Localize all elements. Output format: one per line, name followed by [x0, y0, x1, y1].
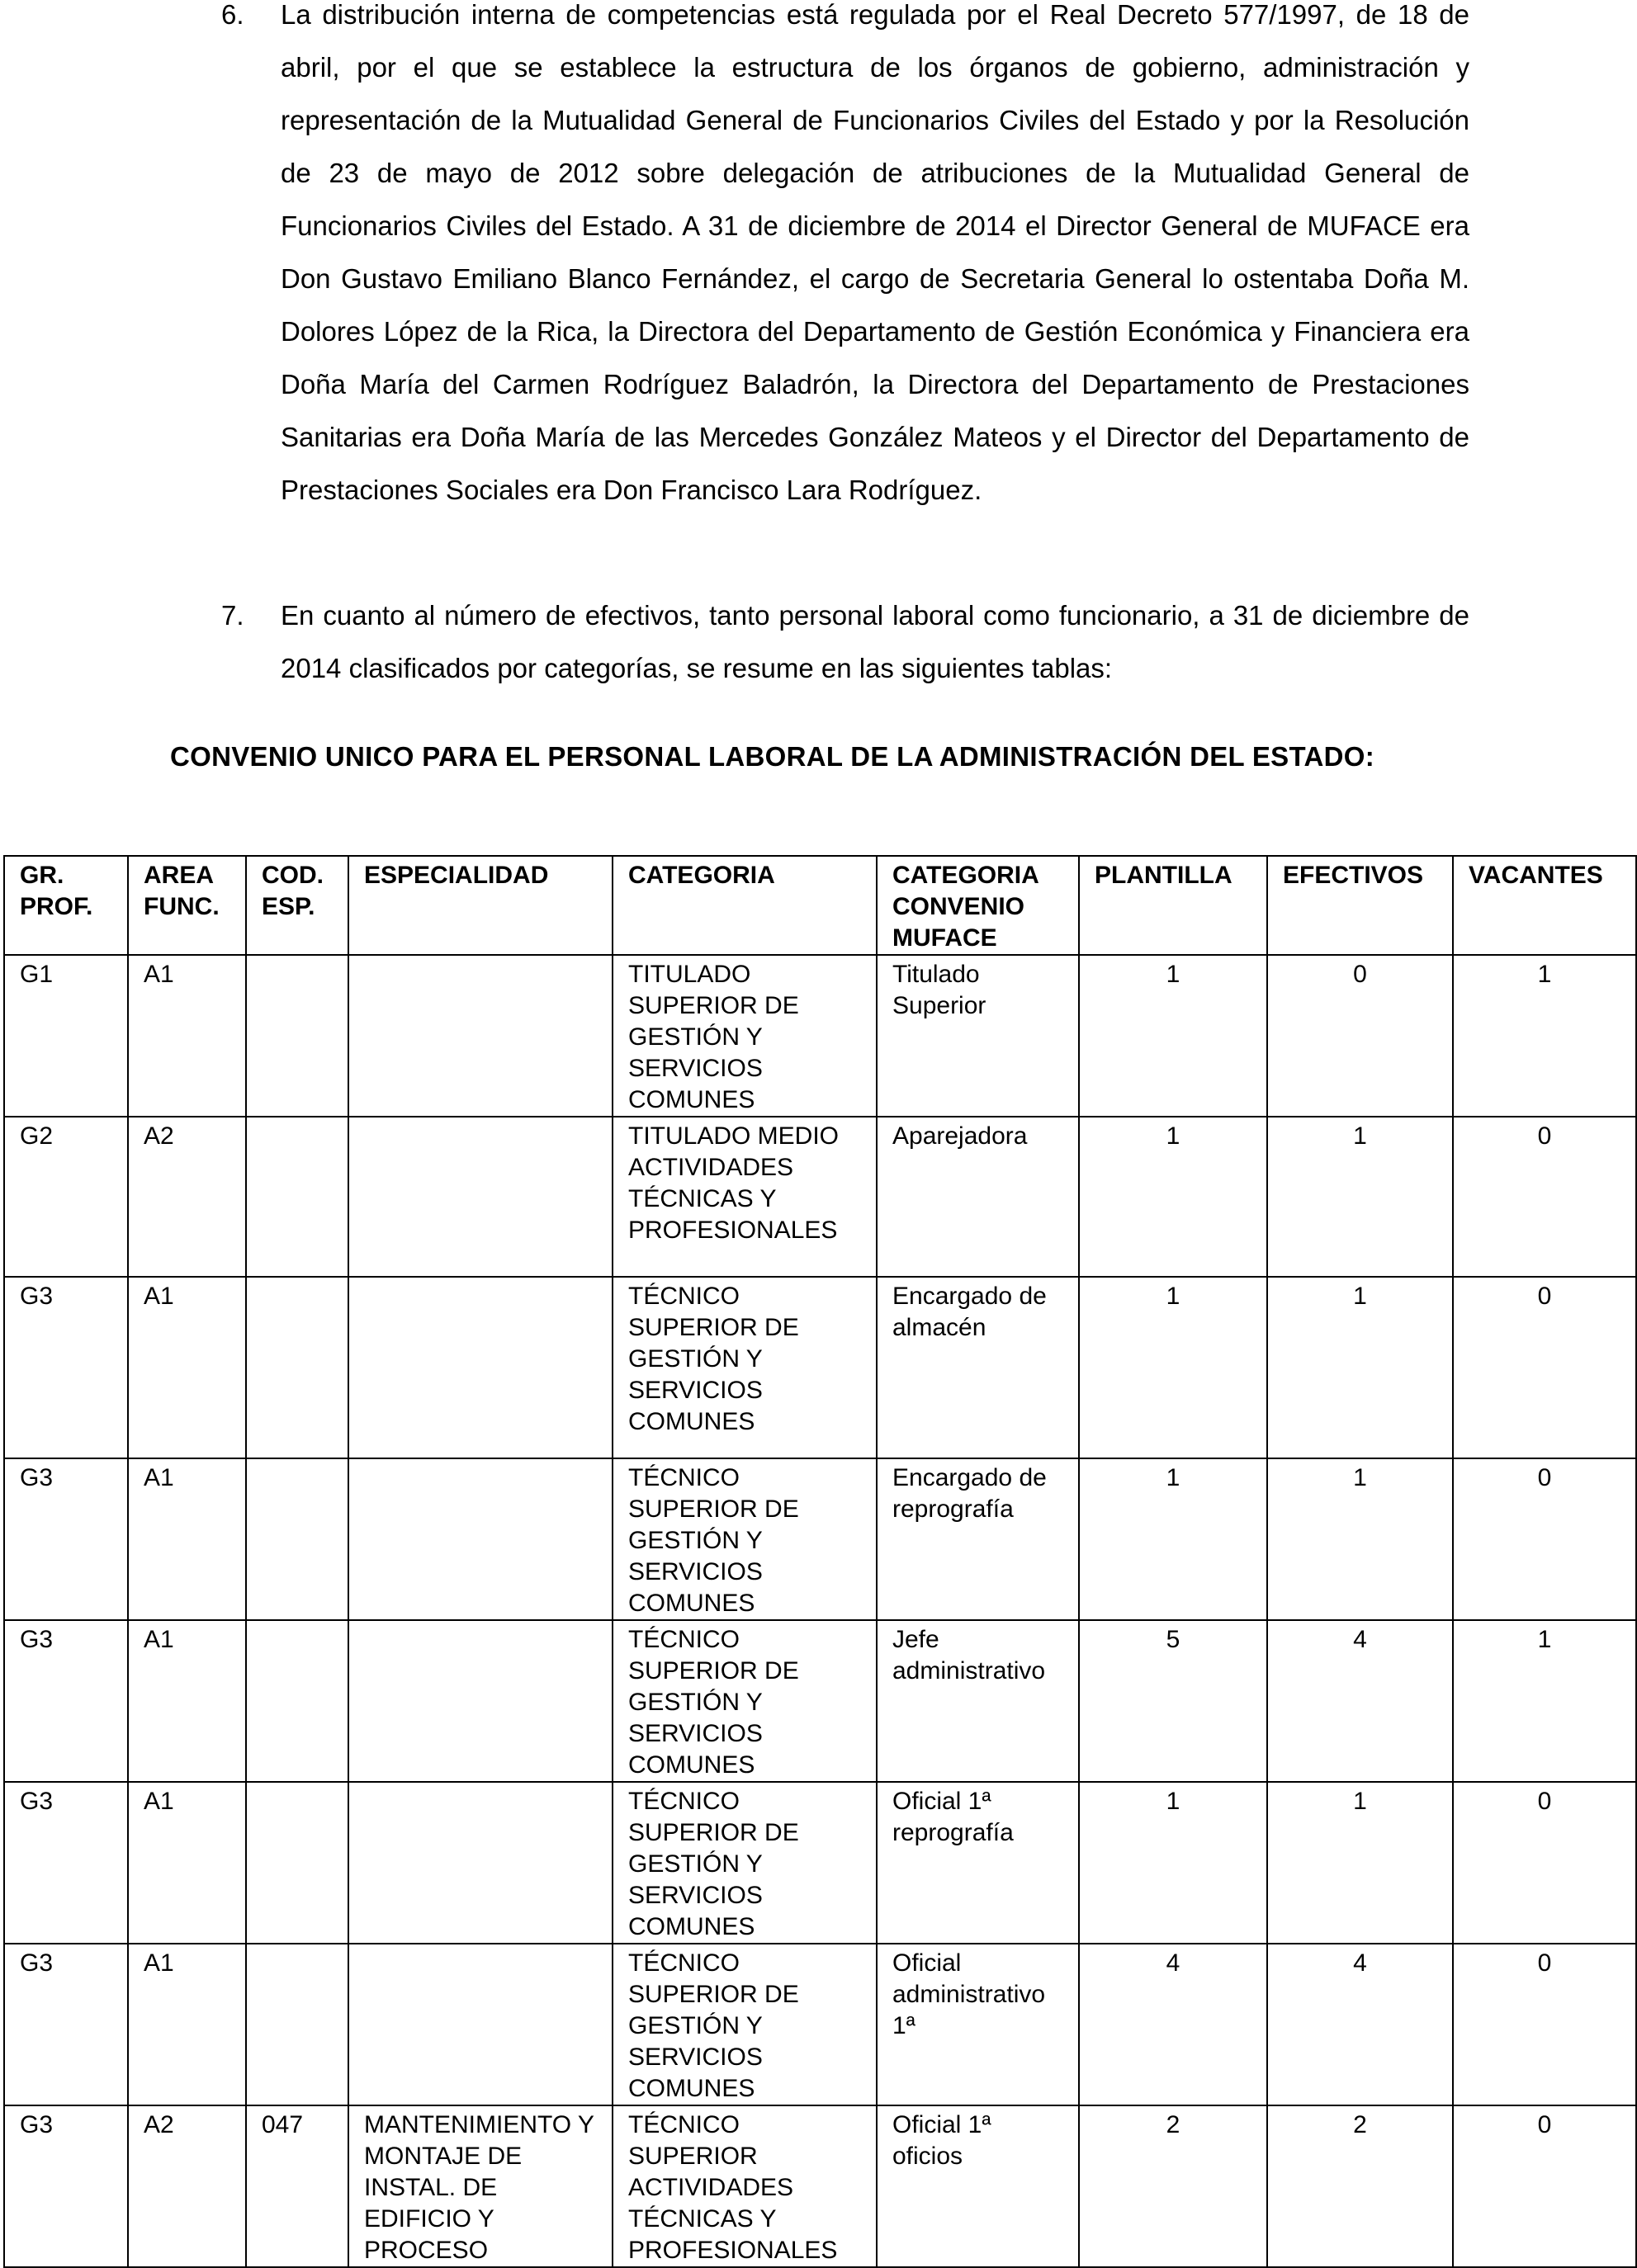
cell-gr-prof: G3 — [4, 1944, 128, 2105]
cell-categoria-convenio: Titulado Superior — [877, 955, 1079, 1117]
cell-cod-esp — [246, 1458, 348, 1620]
cell-categoria: TÉCNICO SUPERIOR DE GESTIÓN Y SERVICIOS COMUNES — [613, 1782, 877, 1944]
table-row — [4, 1944, 1636, 2105]
section-heading: CONVENIO UNICO PARA EL PERSONAL LABORAL DE LA ADMINISTRACIÓN DEL ESTADO: — [170, 741, 1375, 772]
cell-gr-prof: G3 — [4, 1782, 128, 1944]
cell-categoria-convenio: Encargado de almacén — [877, 1277, 1079, 1458]
cell-categoria: TÉCNICO SUPERIOR DE GESTIÓN Y SERVICIOS COMUNES — [613, 1277, 877, 1458]
cell-especialidad — [348, 1117, 613, 1277]
table-row — [4, 2105, 1636, 2267]
header-cod-esp: COD. ESP. — [246, 856, 348, 955]
cell-plantilla: 5 — [1079, 1620, 1267, 1782]
cell-efectivos: 1 — [1267, 1782, 1453, 1944]
cell-vacantes: 1 — [1453, 955, 1636, 1117]
cell-categoria: TÉCNICO SUPERIOR DE GESTIÓN Y SERVICIOS COMUNES — [613, 1458, 877, 1620]
header-plantilla: PLANTILLA — [1079, 856, 1267, 955]
header-categoria: CATEGORIA — [613, 856, 877, 955]
cell-vacantes: 0 — [1453, 1277, 1636, 1458]
table-row — [4, 1458, 1636, 1620]
header-categoria-convenio: CATEGORIA CONVENIO MUFACE — [877, 856, 1079, 955]
cell-categoria: TITULADO MEDIO ACTIVIDADES TÉCNICAS Y PROFESIONALES — [613, 1117, 877, 1277]
paragraph-text: En cuanto al número de efectivos, tanto personal laboral como funcionario, a 31 de diciembre de 2014 clasificados por categorías, se resume en las siguientes tablas: — [281, 600, 1469, 683]
cell-plantilla: 2 — [1079, 2105, 1267, 2267]
cell-cod-esp — [246, 955, 348, 1117]
cell-plantilla: 1 — [1079, 1782, 1267, 1944]
cell-especialidad — [348, 1458, 613, 1620]
cell-vacantes: 0 — [1453, 2105, 1636, 2267]
cell-plantilla: 4 — [1079, 1944, 1267, 2105]
cell-area-func: A1 — [128, 1277, 246, 1458]
cell-gr-prof: G2 — [4, 1117, 128, 1277]
cell-categoria: TÉCNICO SUPERIOR ACTIVIDADES TÉCNICAS Y PROFESIONALES — [613, 2105, 877, 2267]
header-area-func: AREA FUNC. — [128, 856, 246, 955]
header-gr-prof: GR. PROF. — [4, 856, 128, 955]
cell-categoria-convenio: Encargado de reprografía — [877, 1458, 1079, 1620]
paragraph-6 — [223, 0, 1469, 517]
cell-efectivos: 1 — [1267, 1458, 1453, 1620]
cell-categoria-convenio: Oficial administrativo 1ª — [877, 1944, 1079, 2105]
cell-area-func: A1 — [128, 1782, 246, 1944]
paragraph-text: La distribución interna de competencias está regulada por el Real Decreto 577/1997, de 18 de abril, por el que se establece la estructura de los órganos de gobierno, administración y representación de la Mutualidad General de Funcionarios Civiles del Estado y por la Resolución de 23 de mayo de 2012 sobre delegación de atribuciones de la Mutualidad General de Funcionarios Civiles del Estado. A 31 de diciembre de 2014 el Director General de MUFACE era Don Gustavo Emiliano Blanco Fernández, el cargo de Secretaria General lo ostentaba Doña M. Dolores López de la Rica, la Directora del Departamento de Gestión Económica y Financiera era Doña María del Carmen Rodríguez Baladrón, la Directora del Departamento de Prestaciones Sanitarias era Doña María de las Mercedes González Mateos y el Director del Departamento de Prestaciones Sociales era Don Francisco Lara Rodríguez. — [281, 0, 1469, 505]
cell-area-func: A1 — [128, 1458, 246, 1620]
header-especialidad: ESPECIALIDAD — [348, 856, 613, 955]
cell-gr-prof: G3 — [4, 1620, 128, 1782]
cell-categoria: TITULADO SUPERIOR DE GESTIÓN Y SERVICIOS COMUNES — [613, 955, 877, 1117]
staff-table — [3, 855, 1637, 2268]
cell-vacantes: 0 — [1453, 1458, 1636, 1620]
cell-efectivos: 1 — [1267, 1117, 1453, 1277]
cell-area-func: A2 — [128, 1117, 246, 1277]
paragraph-number: 6. — [221, 0, 244, 30]
cell-efectivos: 0 — [1267, 955, 1453, 1117]
cell-gr-prof: G3 — [4, 1277, 128, 1458]
cell-cod-esp — [246, 1782, 348, 1944]
cell-plantilla: 1 — [1079, 1117, 1267, 1277]
cell-vacantes: 0 — [1453, 1782, 1636, 1944]
cell-cod-esp — [246, 1117, 348, 1277]
table-header-row — [4, 856, 1636, 955]
cell-plantilla: 1 — [1079, 955, 1267, 1117]
cell-efectivos: 1 — [1267, 1277, 1453, 1458]
cell-vacantes: 1 — [1453, 1620, 1636, 1782]
cell-especialidad: MANTENIMIENTO Y MONTAJE DE INSTAL. DE EDIFICIO Y PROCESO — [348, 2105, 613, 2267]
cell-categoria-convenio: Oficial 1ª oficios — [877, 2105, 1079, 2267]
cell-categoria-convenio: Oficial 1ª reprografía — [877, 1782, 1079, 1944]
cell-efectivos: 2 — [1267, 2105, 1453, 2267]
cell-area-func: A1 — [128, 1620, 246, 1782]
cell-especialidad — [348, 1782, 613, 1944]
cell-area-func: A1 — [128, 1944, 246, 2105]
cell-gr-prof: G1 — [4, 955, 128, 1117]
paragraph-number: 7. — [221, 600, 244, 631]
cell-especialidad — [348, 955, 613, 1117]
paragraph-7 — [223, 589, 1469, 695]
cell-categoria: TÉCNICO SUPERIOR DE GESTIÓN Y SERVICIOS COMUNES — [613, 1944, 877, 2105]
table-row — [4, 955, 1636, 1117]
cell-cod-esp — [246, 1277, 348, 1458]
table-row — [4, 1782, 1636, 1944]
cell-efectivos: 4 — [1267, 1620, 1453, 1782]
cell-vacantes: 0 — [1453, 1944, 1636, 2105]
cell-plantilla: 1 — [1079, 1458, 1267, 1620]
cell-cod-esp — [246, 1944, 348, 2105]
cell-categoria: TÉCNICO SUPERIOR DE GESTIÓN Y SERVICIOS COMUNES — [613, 1620, 877, 1782]
cell-especialidad — [348, 1277, 613, 1458]
cell-categoria-convenio: Jefe administrativo — [877, 1620, 1079, 1782]
cell-gr-prof: G3 — [4, 1458, 128, 1620]
cell-area-func: A2 — [128, 2105, 246, 2267]
table-row — [4, 1277, 1636, 1458]
cell-plantilla: 1 — [1079, 1277, 1267, 1458]
header-efectivos: EFECTIVOS — [1267, 856, 1453, 955]
cell-cod-esp: 047 — [246, 2105, 348, 2267]
header-vacantes: VACANTES — [1453, 856, 1636, 955]
table-row — [4, 1620, 1636, 1782]
cell-categoria-convenio: Aparejadora — [877, 1117, 1079, 1277]
cell-especialidad — [348, 1620, 613, 1782]
cell-vacantes: 0 — [1453, 1117, 1636, 1277]
cell-cod-esp — [246, 1620, 348, 1782]
cell-gr-prof: G3 — [4, 2105, 128, 2267]
cell-area-func: A1 — [128, 955, 246, 1117]
cell-efectivos: 4 — [1267, 1944, 1453, 2105]
cell-especialidad — [348, 1944, 613, 2105]
table-row — [4, 1117, 1636, 1277]
